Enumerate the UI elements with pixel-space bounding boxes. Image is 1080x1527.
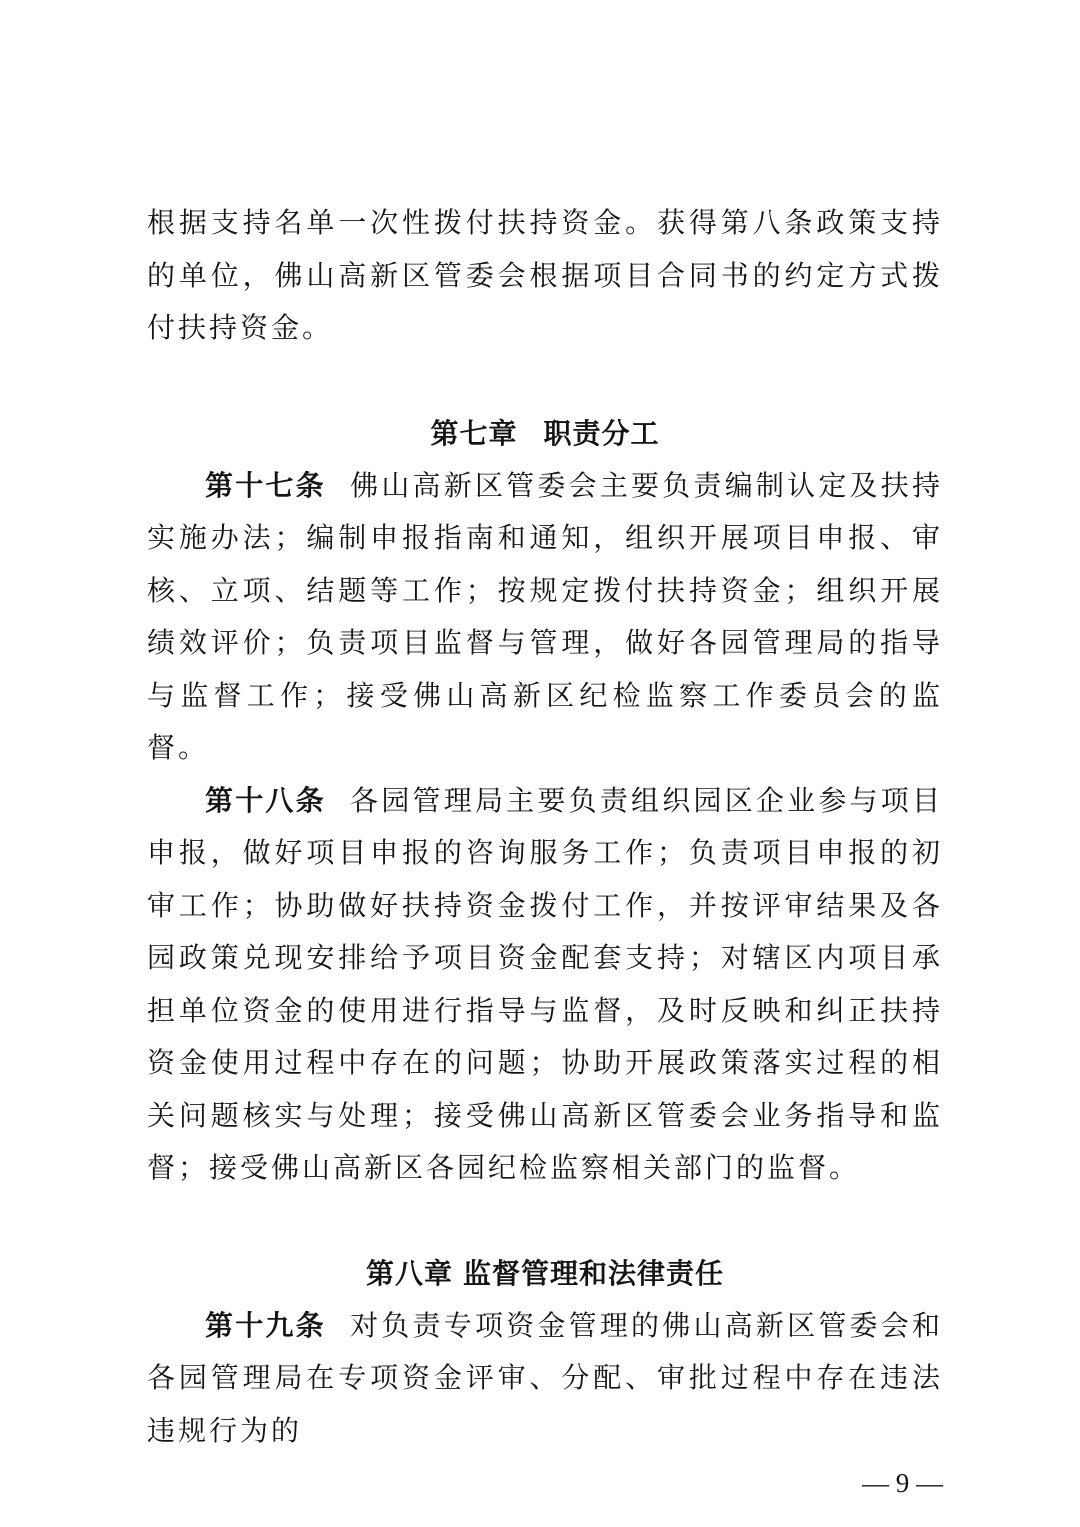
article-18-label: 第十八条	[205, 783, 326, 817]
article-19-text: 对负责专项资金管理的佛山高新区管委会和各园管理局在专项资金评审、分配、审批过程中存在违法违规行为的	[147, 1308, 943, 1447]
article-18	[147, 775, 943, 1195]
spacer	[147, 1195, 943, 1248]
article-17	[147, 460, 943, 775]
chapter-7-title: 职责分工	[543, 416, 660, 450]
page-content	[147, 197, 943, 1457]
chapter-8-heading	[147, 1248, 943, 1300]
spacer	[147, 355, 943, 408]
chapter-7-number: 第七章	[430, 416, 518, 450]
chapter-8-number: 第八章	[365, 1256, 453, 1290]
article-19	[147, 1300, 943, 1458]
article-19-label: 第十九条	[205, 1308, 326, 1342]
page-number: — 9 —	[862, 1468, 943, 1498]
intro-paragraph: 根据支持名单一次性拨付扶持资金。获得第八条政策支持的单位，佛山高新区管委会根据项目合同书的约定方式拨付扶持资金。	[147, 206, 943, 344]
chapter-8-title: 监督管理和法律责任	[463, 1256, 725, 1290]
article-17-label: 第十七条	[205, 468, 326, 502]
chapter-7-heading	[147, 408, 943, 460]
article-18-text: 各园管理局主要负责组织园区企业参与项目申报，做好项目申报的咨询服务工作；负责项目申报的初审工作；协助做好扶持资金拨付工作，并按评审结果及各园政策兑现安排给予项目资金配套支持；对辖区内项目承担单位资金的使用进行指导与监督，及时反映和纠正扶持资金使用过程中存在的问题；协助开展政策落实过程的相关问题核实与处理；接受佛山高新区管委会业务指导和监督；接受佛山高新区各园纪检监察相关部门的监督。	[147, 783, 943, 1184]
article-17-text: 佛山高新区管委会主要负责编制认定及扶持实施办法；编制申报指南和通知，组织开展项目申报、审核、立项、结题等工作；按规定拨付扶持资金；组织开展绩效评价；负责项目监督与管理，做好各园管理局的指导与监督工作；接受佛山高新区纪检监察工作委员会的监督。	[147, 468, 943, 764]
